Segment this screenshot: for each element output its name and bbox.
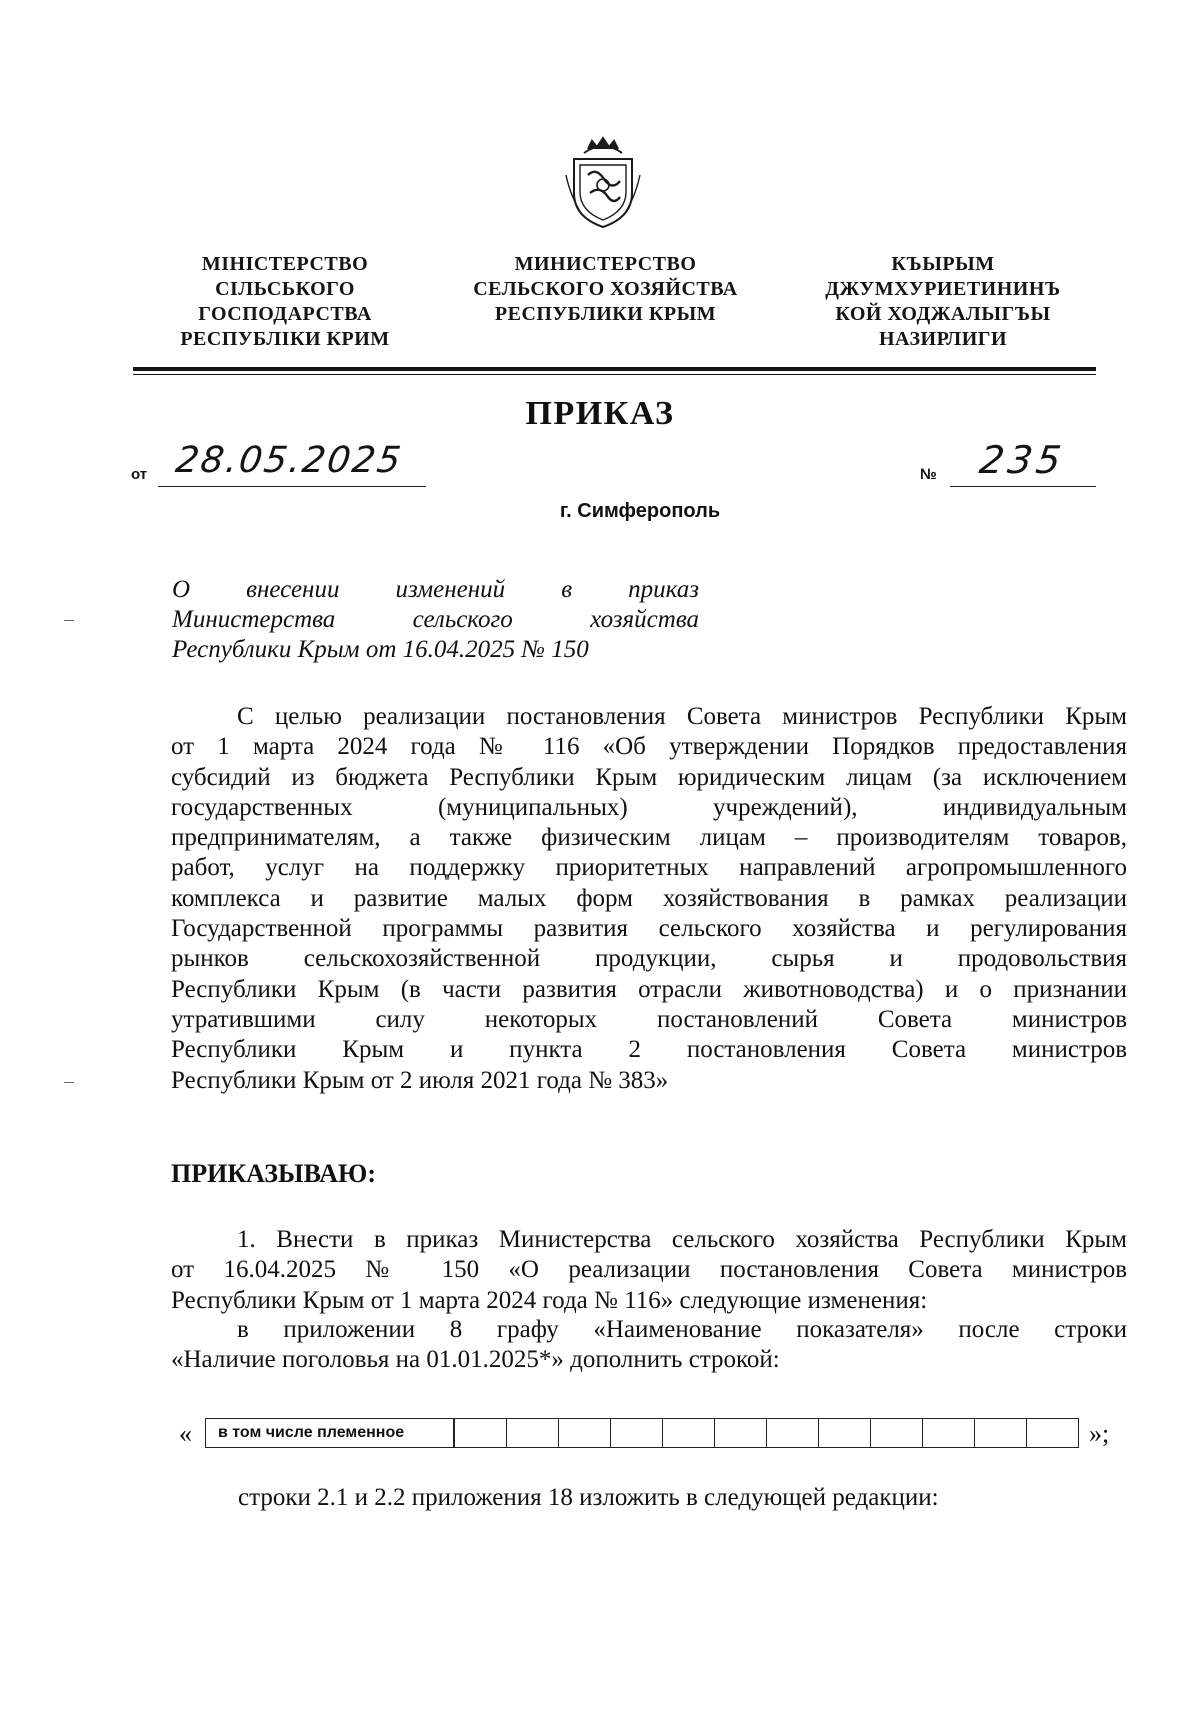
- table-cell: [662, 1419, 714, 1448]
- scan-margin-mark: [64, 1082, 74, 1083]
- preamble-line: Республики Крым и пункта 2 постановления Совета министров: [171, 1036, 1127, 1064]
- preamble-line: Государственной программы развития сельского хозяйства и регулирования: [171, 915, 1127, 943]
- order-directive-heading: ПРИКАЗЫВАЮ:: [171, 1159, 376, 1188]
- preamble-line: комплекса и развитие малых форм хозяйствования в рамках реализации: [171, 884, 1127, 912]
- inserted-row-table: [205, 1418, 1079, 1448]
- header-divider-thick: [133, 367, 1096, 371]
- table-cell: [610, 1419, 662, 1448]
- document-title: ПРИКАЗ: [525, 395, 675, 432]
- header-crt-line: КОЙ ХОДЖАЛЫГЪЫ: [835, 303, 1051, 325]
- header-ru-line: СЕЛЬСКОГО ХОЗЯЙСТВА: [473, 278, 738, 300]
- subject-line: Республики Крым от 16.04.2025 № 150: [172, 636, 589, 663]
- inserted-table-row: [171, 1415, 1131, 1449]
- preamble-line: утратившими силу некоторых постановлений Совета министров: [171, 1005, 1127, 1033]
- item-1-line: 1. Внести в приказ Министерства сельского хозяйства Республики Крым: [237, 1226, 1127, 1253]
- item-1-sub-paragraph: [171, 1315, 1127, 1376]
- inserted-row-label: в том числе племенное: [206, 1419, 454, 1448]
- preamble-line: работ, услуг на поддержку приоритетных направлений агропромышленного: [171, 854, 1127, 882]
- scan-margin-mark: [64, 620, 74, 621]
- header-ministry-russian: [448, 252, 763, 327]
- number-prefix: №: [920, 466, 937, 483]
- date-underline: [158, 486, 426, 487]
- header-ru-line: МИНИСТЕРСТВО: [514, 253, 697, 275]
- preamble-line: государственных (муниципальных) учреждений), индивидуальным: [171, 793, 1127, 821]
- header-ua-line: ГОСПОДАРСТВА: [198, 303, 372, 325]
- number-underline: [950, 486, 1096, 487]
- preamble-line: Республики Крым от 2 июля 2021 года № 383»: [171, 1066, 669, 1094]
- item-1-sub-line: «Наличие поголовья на 01.01.2025*» дополнить строкой:: [171, 1346, 780, 1374]
- table-cell: [454, 1419, 507, 1448]
- header-ru-line: РЕСПУБЛИКИ КРЫМ: [494, 303, 717, 325]
- header-crt-line: КЪЫРЫМ: [891, 253, 995, 275]
- preamble-line: предпринимателям, а также физическим лицам – производителям товаров,: [171, 824, 1127, 852]
- table-cell: [506, 1419, 558, 1448]
- preamble-line: от 1 марта 2024 года № 116 «Об утверждении Порядков предоставления: [171, 733, 1127, 761]
- preamble-line: субсидий из бюджета Республики Крым юридическим лицам (за исключением: [171, 763, 1127, 791]
- header-ua-line: РЕСПУБЛІКИ КРИМ: [180, 328, 390, 350]
- inserted-row-open-quote: «: [179, 1419, 192, 1448]
- table-cell: [714, 1419, 766, 1448]
- item-1-sub-line: в приложении 8 графу «Наименование показателя» после строки: [237, 1316, 1127, 1343]
- item-1-line: от 16.04.2025 № 150 «О реализации постановления Совета министров: [171, 1256, 1127, 1284]
- table-cell: [1026, 1419, 1078, 1448]
- table-cell: [766, 1419, 818, 1448]
- item-1-line: Республики Крым от 1 марта 2024 года № 116» следующие изменения:: [171, 1286, 928, 1314]
- date-handwritten: 28.05.2025: [173, 440, 406, 481]
- city-line: г. Симферополь: [559, 500, 721, 522]
- header-crt-line: НАЗИРЛИГИ: [878, 328, 1008, 350]
- subject-line: О внесении изменений в приказ: [172, 576, 699, 603]
- item-1-paragraph: [171, 1225, 1127, 1316]
- header-crt-line: ДЖУМХУРИЕТИНИНЪ: [825, 278, 1061, 300]
- inserted-row-close-quote: »;: [1089, 1419, 1110, 1448]
- header-ministry-ukrainian: [155, 252, 415, 352]
- number-handwritten: 235: [976, 438, 1068, 482]
- table-cell: [870, 1419, 922, 1448]
- preamble-line: рынков сельскохозяйственной продукции, сырья и продовольствия: [171, 945, 1127, 973]
- subject-line: Министерства сельского хозяйства: [172, 606, 699, 633]
- preamble-line: Республики Крым (в части развития отрасли животноводства) и о признании: [171, 975, 1127, 1003]
- header-divider-thin: [133, 374, 1096, 375]
- next-instruction-line: строки 2.1 и 2.2 приложения 18 изложить в следующей редакции:: [238, 1484, 939, 1511]
- preamble-paragraph: [171, 702, 1127, 1096]
- table-row: [206, 1419, 1079, 1448]
- header-ministry-crimean-tatar: [798, 252, 1088, 352]
- table-cell: [974, 1419, 1026, 1448]
- date-prefix: от: [131, 466, 148, 483]
- header-ua-line: СІЛЬСЬКОГО: [215, 278, 355, 300]
- table-cell: [558, 1419, 610, 1448]
- coat-of-arms-emblem: [562, 135, 644, 231]
- table-cell: [818, 1419, 870, 1448]
- preamble-line: С целью реализации постановления Совета министров Республики Крым: [237, 703, 1127, 730]
- document-subject: [172, 575, 699, 665]
- table-cell: [922, 1419, 974, 1448]
- header-ua-line: МІНІСТЕРСТВО: [201, 253, 369, 275]
